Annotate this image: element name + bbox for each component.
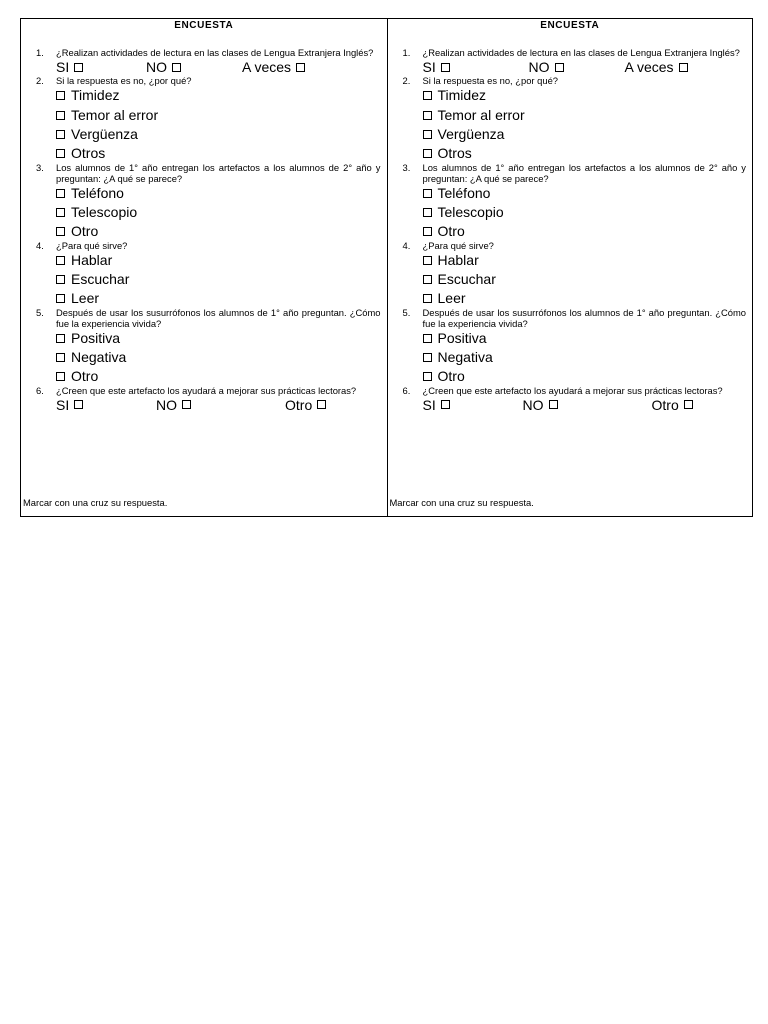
- option-a-veces[interactable]: A veces: [242, 59, 305, 75]
- question-number: 2.: [36, 75, 44, 86]
- question-2: [388, 75, 753, 162]
- question-number: 6.: [402, 384, 411, 396]
- option-telescopio[interactable]: Telescopio: [423, 203, 747, 223]
- question-1: [388, 47, 753, 75]
- question-number: 6.: [36, 384, 44, 396]
- checkbox[interactable]: [56, 275, 65, 284]
- option-si[interactable]: SI: [56, 397, 156, 413]
- option-escuchar[interactable]: Escuchar: [56, 270, 381, 290]
- checkbox[interactable]: [549, 400, 558, 409]
- instructions-footer: Marcar con una cruz su respuesta.: [23, 497, 168, 508]
- option-verguenza[interactable]: Vergüenza: [56, 125, 381, 145]
- survey-copy-right: [387, 19, 753, 516]
- question-text: Si la respuesta es no, ¿por qué?: [56, 75, 192, 86]
- option-no[interactable]: NO: [523, 397, 652, 413]
- checkbox[interactable]: [56, 334, 65, 343]
- survey-copy-left: [21, 19, 387, 516]
- question-number: 4.: [36, 239, 44, 251]
- option-escuchar[interactable]: Escuchar: [423, 270, 747, 290]
- checkbox[interactable]: [423, 149, 432, 158]
- checkbox[interactable]: [56, 353, 65, 362]
- checkbox[interactable]: [56, 130, 65, 139]
- option-negativa[interactable]: Negativa: [56, 348, 381, 368]
- checkbox[interactable]: [423, 353, 432, 362]
- checkbox[interactable]: [423, 208, 432, 217]
- checkbox[interactable]: [317, 400, 326, 409]
- option-otro[interactable]: Otro: [423, 368, 747, 385]
- checkbox[interactable]: [56, 227, 65, 236]
- checkbox[interactable]: [56, 208, 65, 217]
- checkbox[interactable]: [74, 400, 83, 409]
- option-hablar[interactable]: Hablar: [423, 251, 747, 271]
- question-text: ¿Para qué sirve?: [56, 239, 128, 251]
- option-telescopio[interactable]: Telescopio: [56, 203, 381, 223]
- option-negativa[interactable]: Negativa: [423, 348, 747, 368]
- instructions-footer: Marcar con una cruz su respuesta.: [389, 497, 534, 508]
- checkbox[interactable]: [56, 294, 65, 303]
- question-text: Después de usar los susurrófonos los alumnos de 1° año preguntan. ¿Cómo fue la experiencia vivida?: [56, 306, 381, 329]
- option-telefono[interactable]: Teléfono: [56, 184, 381, 204]
- checkbox[interactable]: [423, 227, 432, 236]
- option-no[interactable]: NO: [156, 397, 285, 413]
- checkbox[interactable]: [182, 400, 191, 409]
- option-otro[interactable]: Otro: [423, 223, 747, 240]
- option-otro[interactable]: Otro: [56, 223, 381, 240]
- question-2: [21, 75, 387, 162]
- question-5: [388, 307, 753, 385]
- question-number: 2.: [402, 75, 411, 86]
- checkbox[interactable]: [441, 63, 450, 72]
- checkbox[interactable]: [423, 294, 432, 303]
- question-text: ¿Creen que este artefacto los ayudará a mejorar sus prácticas lectoras?: [422, 384, 723, 396]
- option-si[interactable]: SI: [423, 397, 523, 413]
- option-hablar[interactable]: Hablar: [56, 251, 381, 271]
- checkbox[interactable]: [172, 63, 181, 72]
- checkbox[interactable]: [74, 63, 83, 72]
- question-3: [388, 162, 753, 240]
- checkbox[interactable]: [423, 334, 432, 343]
- option-telefono[interactable]: Teléfono: [423, 184, 747, 204]
- checkbox[interactable]: [56, 189, 65, 198]
- option-otro[interactable]: Otro: [56, 368, 381, 385]
- option-no[interactable]: NO: [529, 59, 625, 75]
- question-number: 3.: [36, 161, 44, 173]
- checkbox[interactable]: [56, 149, 65, 158]
- option-leer[interactable]: Leer: [56, 290, 381, 307]
- question-4: [21, 240, 387, 307]
- checkbox[interactable]: [56, 256, 65, 265]
- checkbox[interactable]: [56, 91, 65, 100]
- option-leer[interactable]: Leer: [423, 290, 747, 307]
- question-number: 3.: [402, 161, 411, 173]
- question-6: [388, 385, 753, 413]
- checkbox[interactable]: [555, 63, 564, 72]
- survey-title: ENCUESTA: [174, 20, 234, 31]
- option-positiva[interactable]: Positiva: [56, 329, 381, 349]
- question-text: Si la respuesta es no, ¿por qué?: [422, 75, 558, 86]
- checkbox[interactable]: [423, 256, 432, 265]
- question-number: 1.: [402, 47, 411, 58]
- option-no[interactable]: NO: [146, 59, 242, 75]
- question-3: [21, 162, 387, 240]
- checkbox[interactable]: [296, 63, 305, 72]
- question-6: [21, 385, 387, 413]
- question-number: 1.: [36, 47, 44, 58]
- question-text: ¿Para qué sirve?: [422, 239, 494, 251]
- question-text: Después de usar los susurrófonos los alumnos de 1° año preguntan. ¿Cómo fue la experiencia vivida?: [422, 306, 746, 329]
- option-positiva[interactable]: Positiva: [423, 329, 747, 349]
- checkbox[interactable]: [423, 111, 432, 120]
- question-text: ¿Realizan actividades de lectura en las clases de Lengua Extranjera Inglés?: [56, 47, 374, 58]
- question-text: Los alumnos de 1° año entregan los artefactos a los alumnos de 2° año y preguntan: ¿A qué se parece?: [56, 161, 381, 184]
- checkbox[interactable]: [679, 63, 688, 72]
- checkbox[interactable]: [423, 189, 432, 198]
- option-otros[interactable]: Otros: [56, 145, 381, 162]
- question-text: ¿Creen que este artefacto los ayudará a mejorar sus prácticas lectoras?: [56, 384, 357, 396]
- question-4: [388, 240, 753, 307]
- option-temor-al-error[interactable]: Temor al error: [423, 106, 747, 126]
- question-1: [21, 47, 387, 75]
- option-otro[interactable]: Otro: [285, 397, 326, 413]
- question-number: 5.: [402, 306, 411, 318]
- survey-sheet: [20, 18, 753, 517]
- question-number: 4.: [402, 239, 411, 251]
- option-temor-al-error[interactable]: Temor al error: [56, 106, 381, 126]
- checkbox[interactable]: [423, 130, 432, 139]
- option-si[interactable]: SI: [423, 59, 529, 75]
- question-5: [21, 307, 387, 385]
- checkbox[interactable]: [56, 111, 65, 120]
- checkbox[interactable]: [423, 275, 432, 284]
- option-si[interactable]: SI: [56, 59, 146, 75]
- checkbox[interactable]: [423, 372, 432, 381]
- checkbox[interactable]: [56, 372, 65, 381]
- option-timidez[interactable]: Timidez: [423, 86, 747, 106]
- survey-title: ENCUESTA: [540, 20, 600, 31]
- option-otros[interactable]: Otros: [423, 145, 747, 162]
- checkbox[interactable]: [684, 400, 693, 409]
- question-number: 5.: [36, 306, 44, 318]
- checkbox[interactable]: [423, 91, 432, 100]
- question-text: Los alumnos de 1° año entregan los artefactos a los alumnos de 2° año y preguntan: ¿A qué se parece?: [422, 161, 746, 184]
- option-verguenza[interactable]: Vergüenza: [423, 125, 747, 145]
- option-otro[interactable]: Otro: [652, 397, 693, 413]
- checkbox[interactable]: [441, 400, 450, 409]
- option-timidez[interactable]: Timidez: [56, 86, 381, 106]
- option-a-veces[interactable]: A veces: [625, 59, 688, 75]
- question-text: ¿Realizan actividades de lectura en las clases de Lengua Extranjera Inglés?: [422, 47, 740, 58]
